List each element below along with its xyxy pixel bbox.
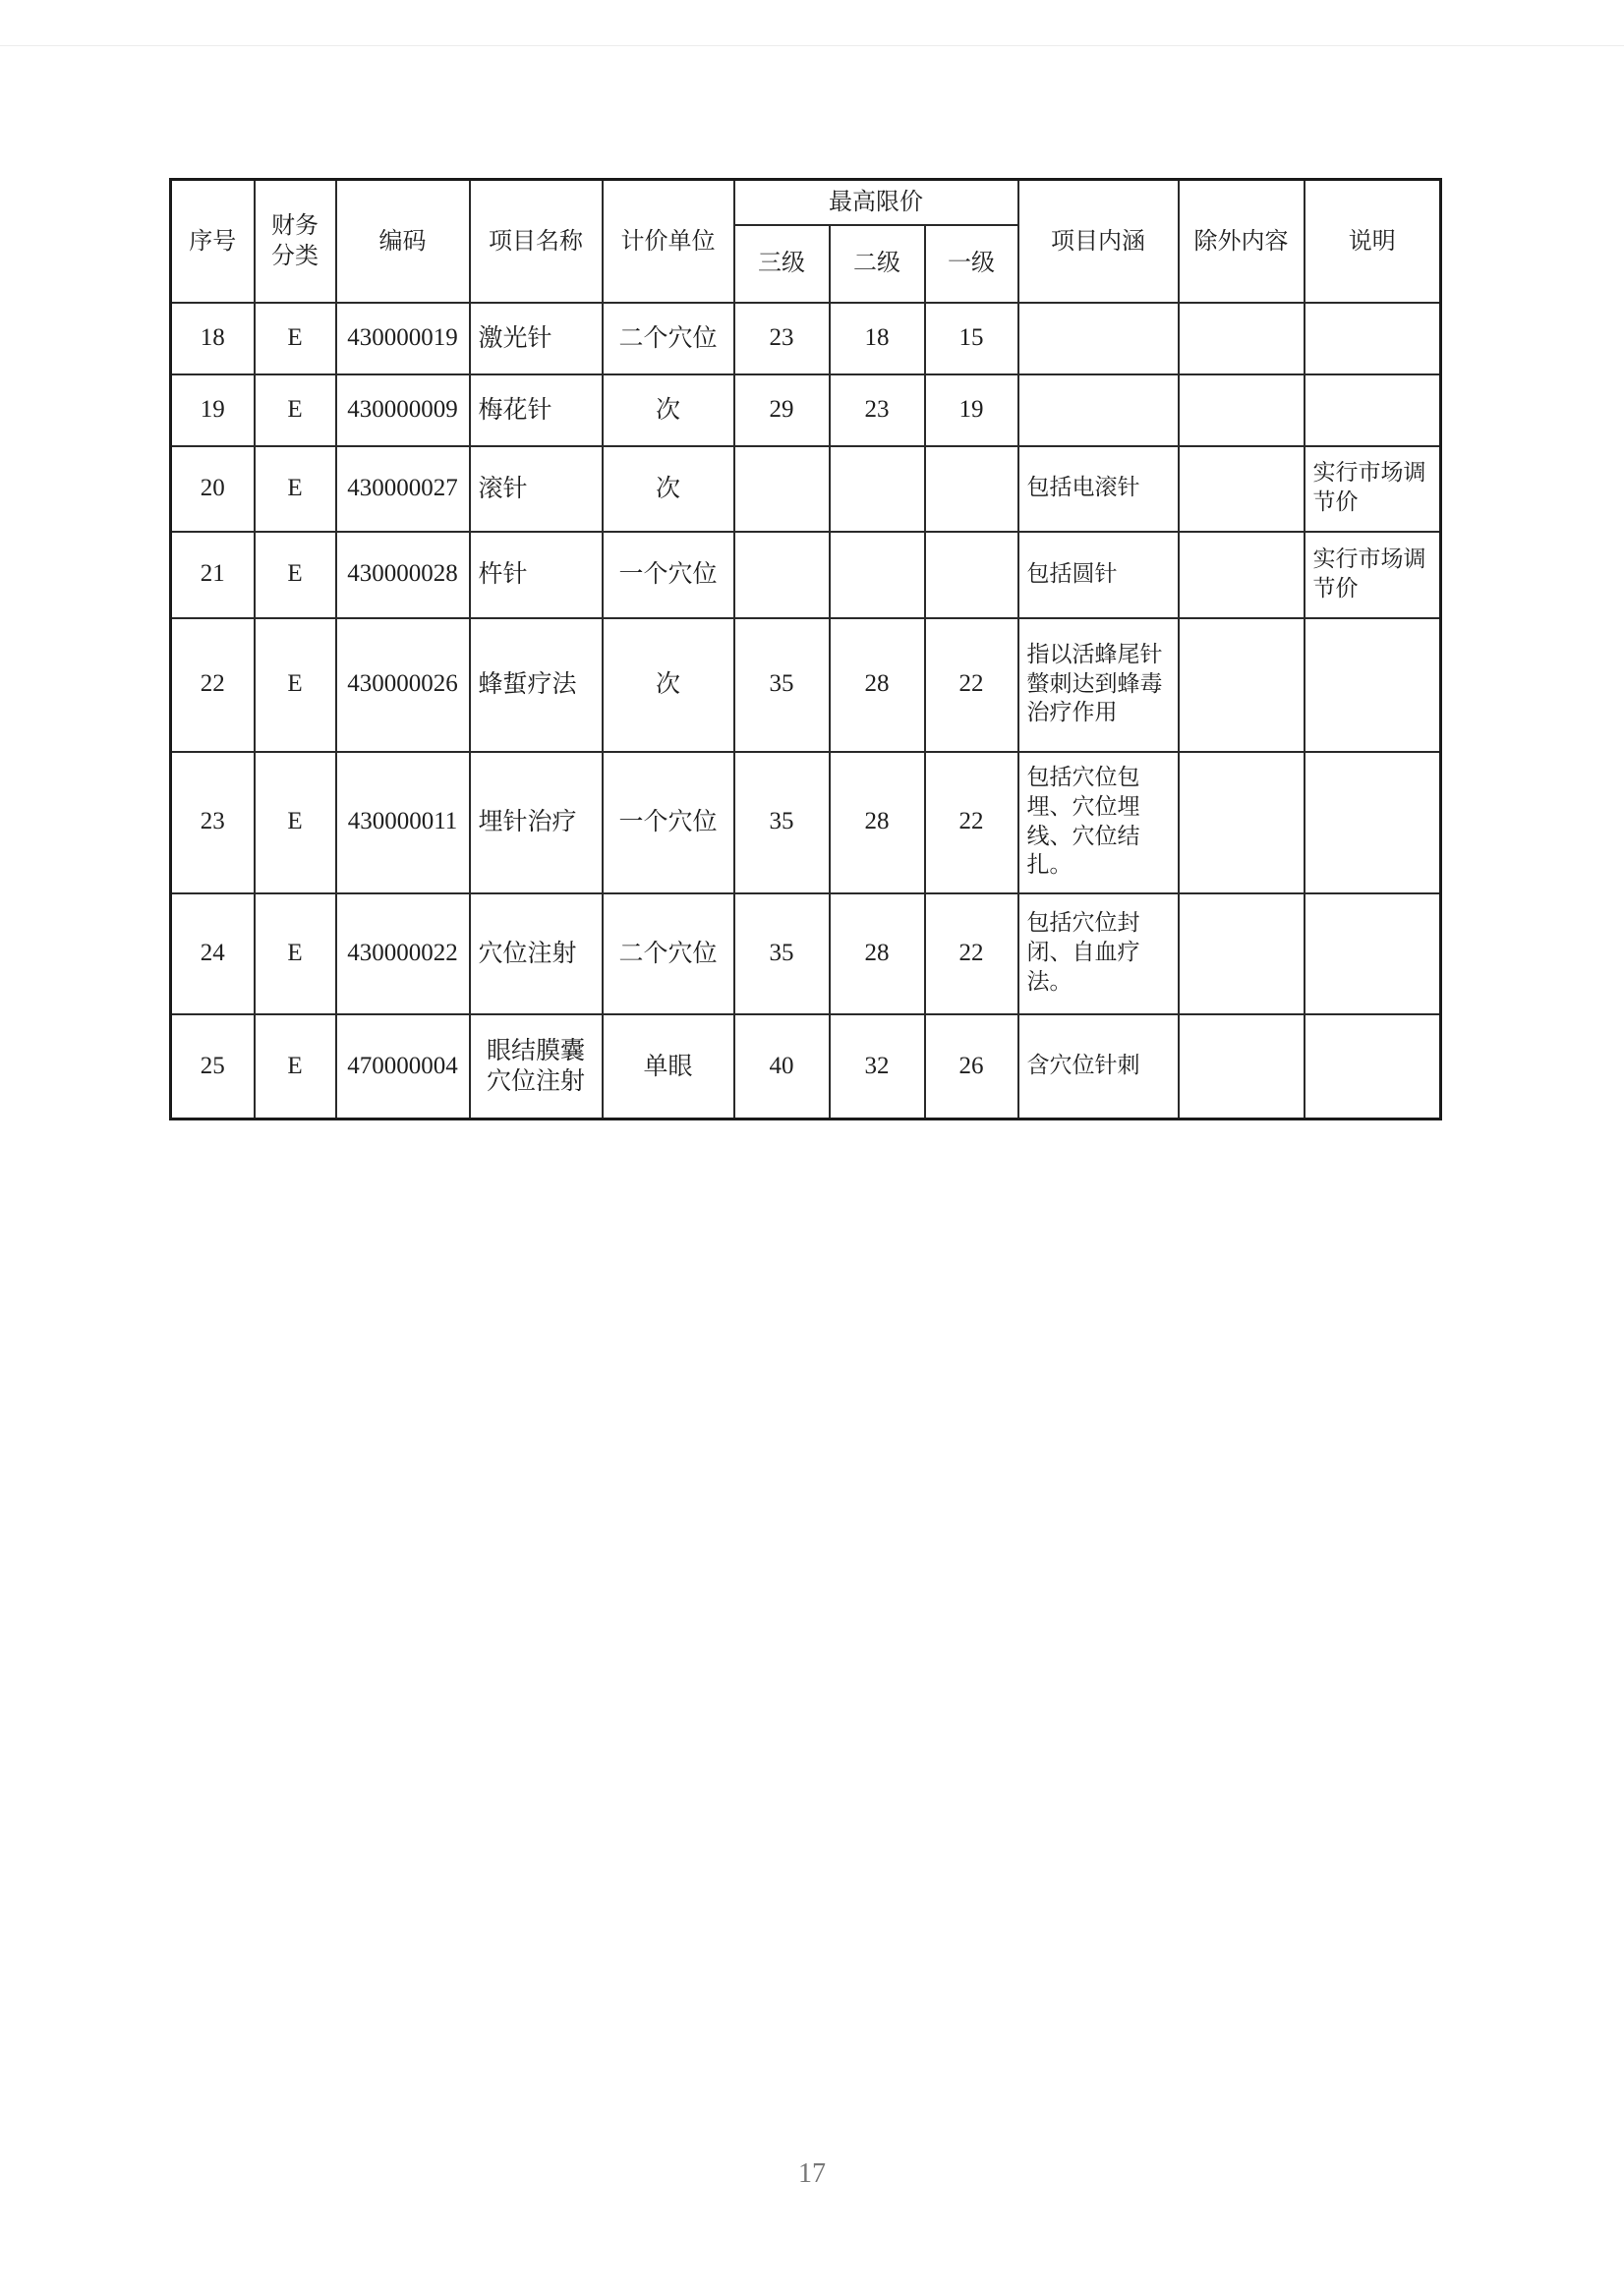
cell-content: 包括圆针 — [1018, 532, 1179, 618]
table-row — [171, 752, 1441, 893]
cell-price-level2 — [830, 446, 925, 532]
cell-name: 穴位注射 — [470, 893, 603, 1014]
cell-category: E — [255, 532, 336, 618]
cell-note — [1305, 303, 1441, 374]
header-level3: 三级 — [734, 225, 830, 303]
header-unit: 计价单位 — [603, 180, 734, 303]
cell-price-level3: 40 — [734, 1014, 830, 1119]
cell-price-level2: 32 — [830, 1014, 925, 1119]
header-code: 编码 — [336, 180, 470, 303]
cell-code: 430000022 — [336, 893, 470, 1014]
cell-name: 埋针治疗 — [470, 752, 603, 893]
header-level1: 一级 — [925, 225, 1018, 303]
cell-price-level3: 35 — [734, 752, 830, 893]
cell-category: E — [255, 618, 336, 752]
header-category: 财务分类 — [255, 180, 336, 303]
cell-unit: 单眼 — [603, 1014, 734, 1119]
cell-code: 430000026 — [336, 618, 470, 752]
cell-name: 滚针 — [470, 446, 603, 532]
cell-price-level1: 19 — [925, 374, 1018, 446]
cell-price-level2: 23 — [830, 374, 925, 446]
cell-seq: 20 — [171, 446, 255, 532]
cell-category: E — [255, 446, 336, 532]
cell-name: 蜂蜇疗法 — [470, 618, 603, 752]
cell-price-level3 — [734, 446, 830, 532]
table-row — [171, 532, 1441, 618]
header-level2: 二级 — [830, 225, 925, 303]
cell-price-level2: 28 — [830, 893, 925, 1014]
cell-note — [1305, 752, 1441, 893]
cell-exclusion — [1179, 303, 1305, 374]
table-row — [171, 374, 1441, 446]
table-row — [171, 618, 1441, 752]
cell-note — [1305, 618, 1441, 752]
cell-note — [1305, 374, 1441, 446]
cell-price-level2: 18 — [830, 303, 925, 374]
cell-content: 含穴位针刺 — [1018, 1014, 1179, 1119]
cell-exclusion — [1179, 752, 1305, 893]
cell-exclusion — [1179, 374, 1305, 446]
page-number: 17 — [798, 2158, 826, 2189]
table-body — [171, 303, 1441, 1119]
cell-content: 包括电滚针 — [1018, 446, 1179, 532]
cell-category: E — [255, 374, 336, 446]
cell-seq: 18 — [171, 303, 255, 374]
cell-seq: 19 — [171, 374, 255, 446]
cell-category: E — [255, 752, 336, 893]
cell-unit: 二个穴位 — [603, 893, 734, 1014]
cell-exclusion — [1179, 532, 1305, 618]
cell-price-level2 — [830, 532, 925, 618]
table-row — [171, 446, 1441, 532]
cell-price-level1 — [925, 532, 1018, 618]
cell-name: 杵针 — [470, 532, 603, 618]
cell-category: E — [255, 303, 336, 374]
cell-category: E — [255, 893, 336, 1014]
cell-price-level2: 28 — [830, 618, 925, 752]
header-exclusion: 除外内容 — [1179, 180, 1305, 303]
cell-seq: 25 — [171, 1014, 255, 1119]
table-row — [171, 893, 1441, 1014]
cell-note: 实行市场调节价 — [1305, 532, 1441, 618]
cell-exclusion — [1179, 1014, 1305, 1119]
cell-name: 激光针 — [470, 303, 603, 374]
price-table — [169, 178, 1442, 1120]
cell-price-level3 — [734, 532, 830, 618]
header-content: 项目内涵 — [1018, 180, 1179, 303]
cell-exclusion — [1179, 446, 1305, 532]
cell-price-level1: 15 — [925, 303, 1018, 374]
header-note: 说明 — [1305, 180, 1441, 303]
cell-code: 430000028 — [336, 532, 470, 618]
cell-name: 眼结膜囊穴位注射 — [470, 1014, 603, 1119]
cell-seq: 22 — [171, 618, 255, 752]
cell-content: 包括穴位包埋、穴位埋线、穴位结扎。 — [1018, 752, 1179, 893]
cell-content — [1018, 303, 1179, 374]
cell-code: 430000011 — [336, 752, 470, 893]
header-seq: 序号 — [171, 180, 255, 303]
cell-content: 指以活蜂尾针螫刺达到蜂毒治疗作用 — [1018, 618, 1179, 752]
cell-unit: 次 — [603, 374, 734, 446]
cell-category: E — [255, 1014, 336, 1119]
cell-seq: 24 — [171, 893, 255, 1014]
cell-unit: 一个穴位 — [603, 752, 734, 893]
cell-unit: 次 — [603, 446, 734, 532]
cell-unit: 一个穴位 — [603, 532, 734, 618]
cell-code: 430000027 — [336, 446, 470, 532]
cell-price-level3: 23 — [734, 303, 830, 374]
cell-price-level1: 22 — [925, 893, 1018, 1014]
cell-exclusion — [1179, 618, 1305, 752]
scan-edge-line — [0, 45, 1624, 46]
cell-price-level3: 35 — [734, 618, 830, 752]
header-name: 项目名称 — [470, 180, 603, 303]
cell-price-level1: 22 — [925, 618, 1018, 752]
cell-note — [1305, 893, 1441, 1014]
cell-content — [1018, 374, 1179, 446]
cell-unit: 次 — [603, 618, 734, 752]
table-row — [171, 1014, 1441, 1119]
cell-code: 430000009 — [336, 374, 470, 446]
cell-unit: 二个穴位 — [603, 303, 734, 374]
cell-exclusion — [1179, 893, 1305, 1014]
cell-price-level3: 29 — [734, 374, 830, 446]
cell-note: 实行市场调节价 — [1305, 446, 1441, 532]
cell-seq: 21 — [171, 532, 255, 618]
cell-note — [1305, 1014, 1441, 1119]
cell-seq: 23 — [171, 752, 255, 893]
cell-code: 430000019 — [336, 303, 470, 374]
cell-price-level1: 22 — [925, 752, 1018, 893]
cell-content: 包括穴位封闭、自血疗法。 — [1018, 893, 1179, 1014]
cell-name: 梅花针 — [470, 374, 603, 446]
cell-price-level2: 28 — [830, 752, 925, 893]
table-row — [171, 303, 1441, 374]
cell-price-level1 — [925, 446, 1018, 532]
cell-price-level1: 26 — [925, 1014, 1018, 1119]
header-max-price: 最高限价 — [734, 180, 1018, 225]
cell-price-level3: 35 — [734, 893, 830, 1014]
cell-code: 470000004 — [336, 1014, 470, 1119]
